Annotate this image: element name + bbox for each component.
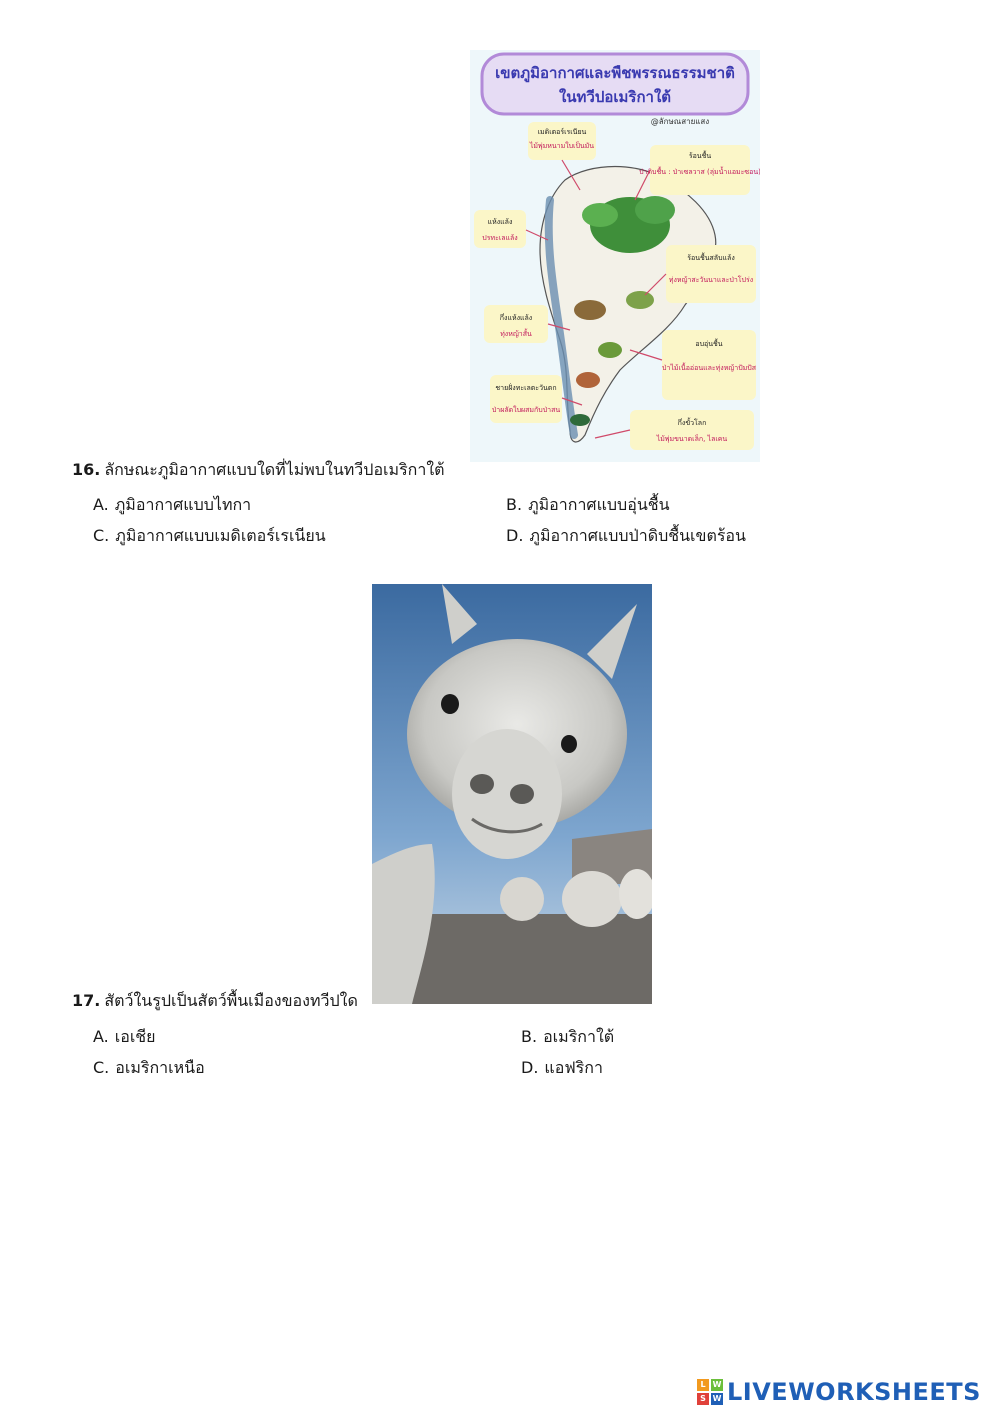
option-letter: D. [506, 526, 524, 545]
alpaca-photo [372, 584, 652, 1004]
map-title-line2: ในทวีปอเมริกาใต้ [558, 88, 672, 106]
option-text: ภูมิอากาศแบบเมดิเตอร์เรเนียน [115, 526, 326, 545]
option-text: ภูมิอากาศแบบป่าดิบชื้นเขตร้อน [529, 526, 746, 545]
option-a[interactable] [93, 1026, 156, 1048]
map-label-heading: กึ่งแห้งแล้ง [499, 314, 533, 322]
option-letter: B. [521, 1027, 538, 1046]
option-letter: B. [506, 495, 523, 514]
option-text: อเมริกาเหนือ [115, 1058, 205, 1077]
option-c[interactable] [93, 525, 326, 547]
option-c[interactable] [93, 1057, 205, 1079]
option-letter: C. [93, 1058, 110, 1077]
question-17 [72, 990, 358, 1012]
option-letter: C. [93, 526, 110, 545]
map-label-heading: กึ่งขั้วโลก [677, 419, 707, 427]
logo-square: W [712, 1394, 722, 1403]
map-label-text: ทุ่งหญ้าสะวันนาและป่าโปร่ง [668, 276, 754, 284]
option-a[interactable] [93, 494, 251, 516]
option-letter: A. [93, 1027, 109, 1046]
map-label-heading: เมดิเตอร์เรเนียน [537, 128, 587, 136]
map-label-heading: ร้อนชื้นสลับแล้ง [687, 254, 735, 262]
map-label-text: ป่าดิบชื้น : ป่าเซลวาส (ลุ่มน้ำแอมะซอน) [639, 168, 760, 176]
liveworksheets-logo[interactable] [697, 1377, 981, 1407]
map-label-text: ปรทะเลแล้ง [482, 234, 518, 242]
option-text: เอเชีย [114, 1027, 156, 1046]
logo-squares-icon [697, 1379, 723, 1405]
option-b[interactable] [521, 1026, 614, 1048]
map-label-heading: อบอุ่นชื้น [695, 340, 723, 348]
option-text: ภูมิอากาศแบบไทกา [114, 495, 252, 514]
option-b[interactable] [506, 494, 670, 516]
question-text: สัตว์ในรูปเป็นสัตว์พื้นเมืองของทวีปใด [104, 991, 358, 1010]
option-d[interactable] [521, 1057, 603, 1079]
logo-square: W [712, 1380, 722, 1389]
question-text: ลักษณะภูมิอากาศแบบใดที่ไม่พบในทวีปอเมริกาใต้ [104, 460, 445, 479]
map-credit: @ลักษณสายแสง [650, 117, 710, 126]
map-label-heading: ชายฝั่งทะเลตะวันตก [495, 384, 557, 392]
option-letter: A. [93, 495, 109, 514]
map-label-text: ป่าผลัดใบผสมกับป่าสน [491, 406, 561, 414]
option-d[interactable] [506, 525, 746, 547]
option-text: ภูมิอากาศแบบอุ่นชื้น [528, 495, 670, 514]
map-label-heading: ร้อนชื้น [688, 152, 712, 160]
option-letter: D. [521, 1058, 539, 1077]
map-label-text: ป่าไม้เนื้ออ่อนและทุ่งหญ้าปัมปัส [662, 364, 756, 372]
map-label-text: ทุ่งหญ้าสั้น [500, 330, 532, 338]
question-number: 16. [72, 460, 101, 479]
map-label-heading: แห้งแล้ง [487, 218, 513, 226]
map-label-text: ไม้พุ่มหนามใบเป็นมัน [529, 142, 595, 150]
question-16 [72, 459, 445, 481]
logo-square: S [697, 1393, 709, 1405]
option-text: แอฟริกา [544, 1058, 603, 1077]
map-title-line1: เขตภูมิอากาศและพืชพรรณธรรมชาติ [495, 64, 735, 82]
logo-square: L [697, 1379, 709, 1391]
question-number: 17. [72, 991, 101, 1010]
option-text: อเมริกาใต้ [543, 1027, 615, 1046]
map-label-text: ไม้พุ่มขนาดเล็ก, ไลเคน [656, 435, 728, 443]
south-america-climate-map [470, 50, 760, 462]
logo-text: LIVEWORKSHEETS [727, 1378, 981, 1406]
